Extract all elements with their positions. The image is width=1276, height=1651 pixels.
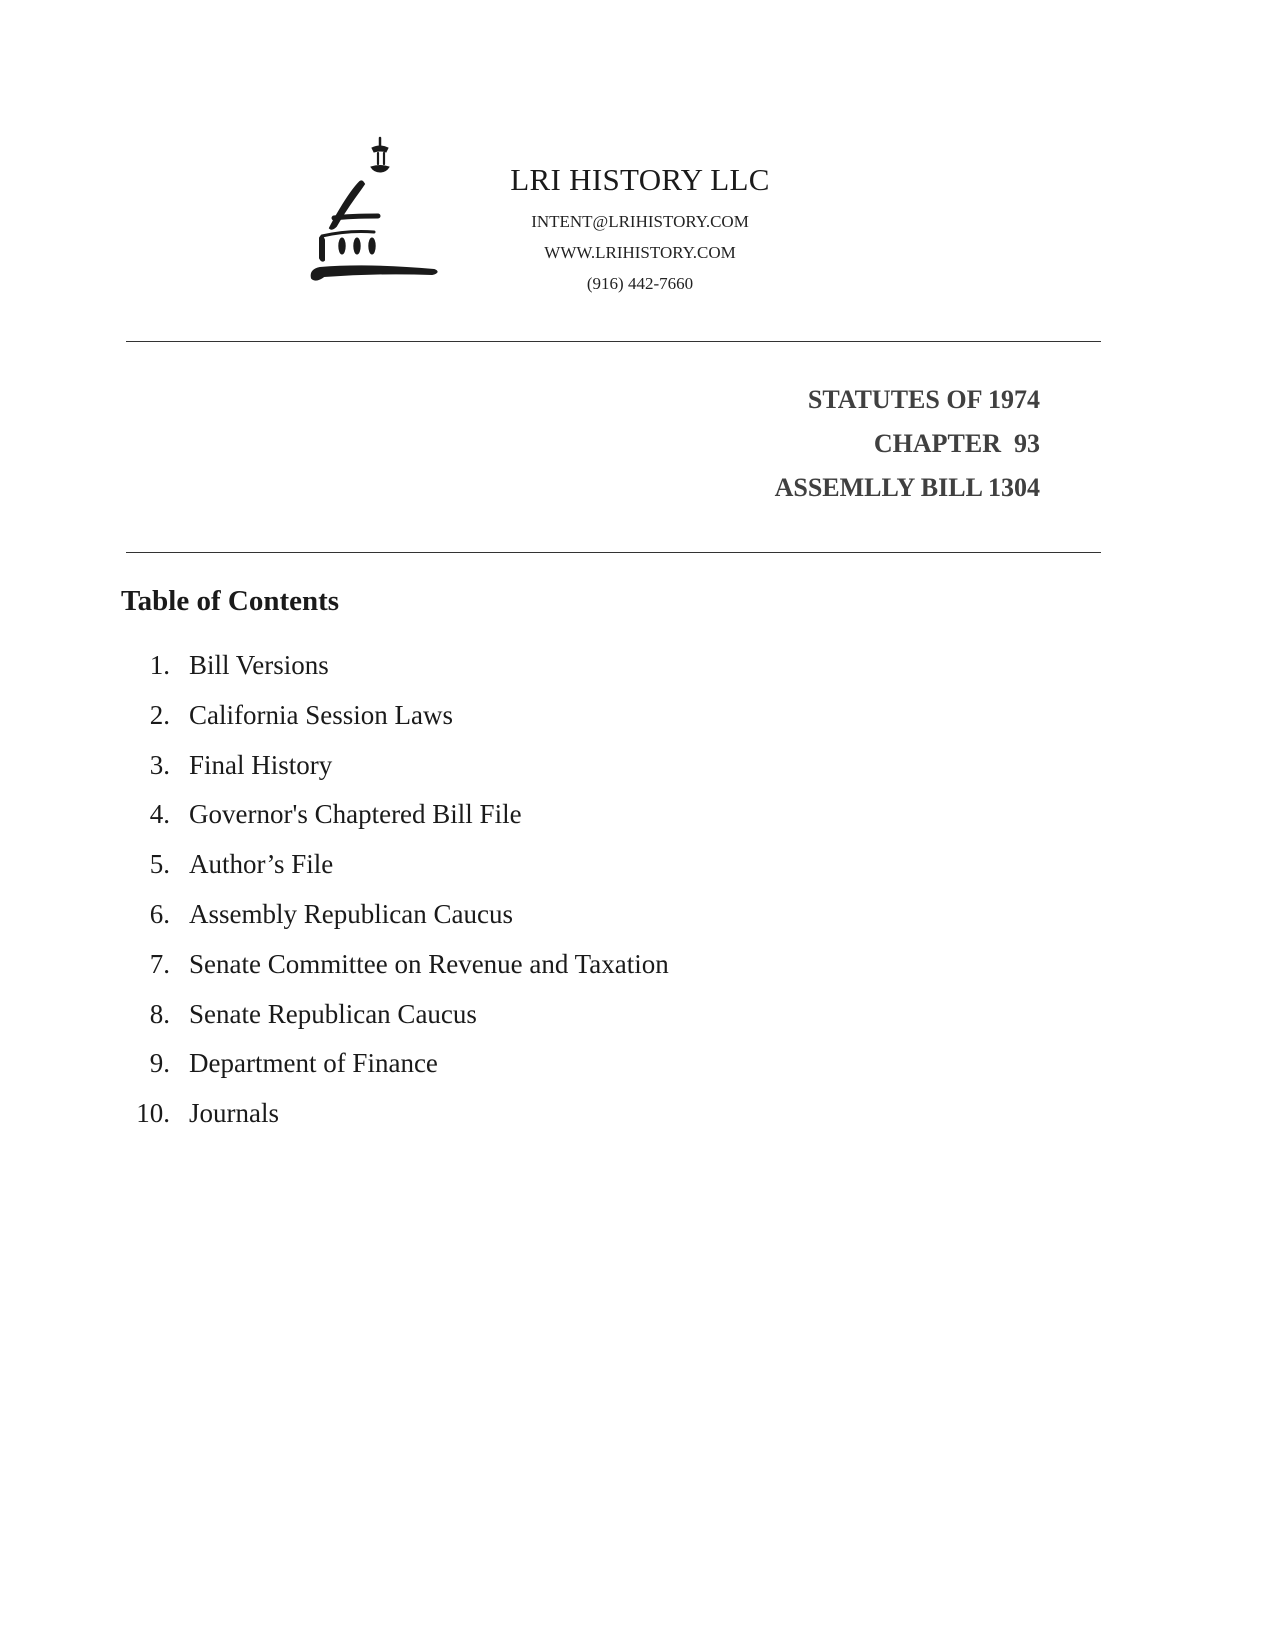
toc-item-label: Governor's Chaptered Bill File xyxy=(189,799,522,830)
divider-bottom xyxy=(126,552,1101,553)
toc-item-number: 3. xyxy=(149,749,170,780)
toc-item-label: Senate Republican Caucus xyxy=(189,998,477,1029)
toc-item-label: Bill Versions xyxy=(189,650,329,680)
company-phone: (916) 442-7660 xyxy=(586,274,694,293)
toc-item-number: 10. xyxy=(136,1098,170,1129)
toc-item-label: Author’s File xyxy=(189,849,334,880)
toc-item-number: 6. xyxy=(149,898,170,929)
toc-item xyxy=(120,849,669,899)
toc-list xyxy=(120,650,669,1148)
toc-item-number: 7. xyxy=(149,948,170,979)
bill-number: ASSEMLLY BILL 1304 xyxy=(774,473,1040,502)
toc-item-number: 9. xyxy=(149,1048,170,1079)
company-website: WWW.LRIHISTORY.COM xyxy=(544,243,736,262)
statutes-year: STATUTES OF 1974 xyxy=(807,385,1040,414)
toc-item xyxy=(120,700,669,750)
company-email: INTENT@LRIHISTORY.COM xyxy=(531,212,749,231)
chapter-number: CHAPTER 93 xyxy=(873,429,1040,458)
toc-item xyxy=(120,999,669,1049)
toc-item-label: Department of Finance xyxy=(189,1048,438,1079)
toc-item-label: Journals xyxy=(189,1098,279,1129)
divider-top xyxy=(126,341,1101,342)
toc-item-number: 1. xyxy=(149,650,170,680)
toc-item-label: Senate Committee on Revenue and Taxation xyxy=(189,948,669,979)
toc-item-label: Final History xyxy=(189,749,333,780)
toc-item xyxy=(120,899,669,949)
toc-heading: Table of Contents xyxy=(121,585,340,617)
toc-item-label: California Session Laws xyxy=(189,699,453,730)
toc-item-number: 8. xyxy=(149,998,170,1029)
toc-item-number: 2. xyxy=(149,699,170,730)
toc-item xyxy=(120,1048,669,1098)
toc-item-number: 4. xyxy=(149,799,170,830)
toc-item xyxy=(120,949,669,999)
toc-item-label: Assembly Republican Caucus xyxy=(189,898,513,929)
toc-item-number: 5. xyxy=(149,849,170,880)
toc-item xyxy=(120,1098,669,1148)
toc-item xyxy=(120,799,669,849)
toc-item xyxy=(120,750,669,800)
toc-item xyxy=(120,650,669,700)
company-name: LRI HISTORY LLC xyxy=(510,162,770,197)
